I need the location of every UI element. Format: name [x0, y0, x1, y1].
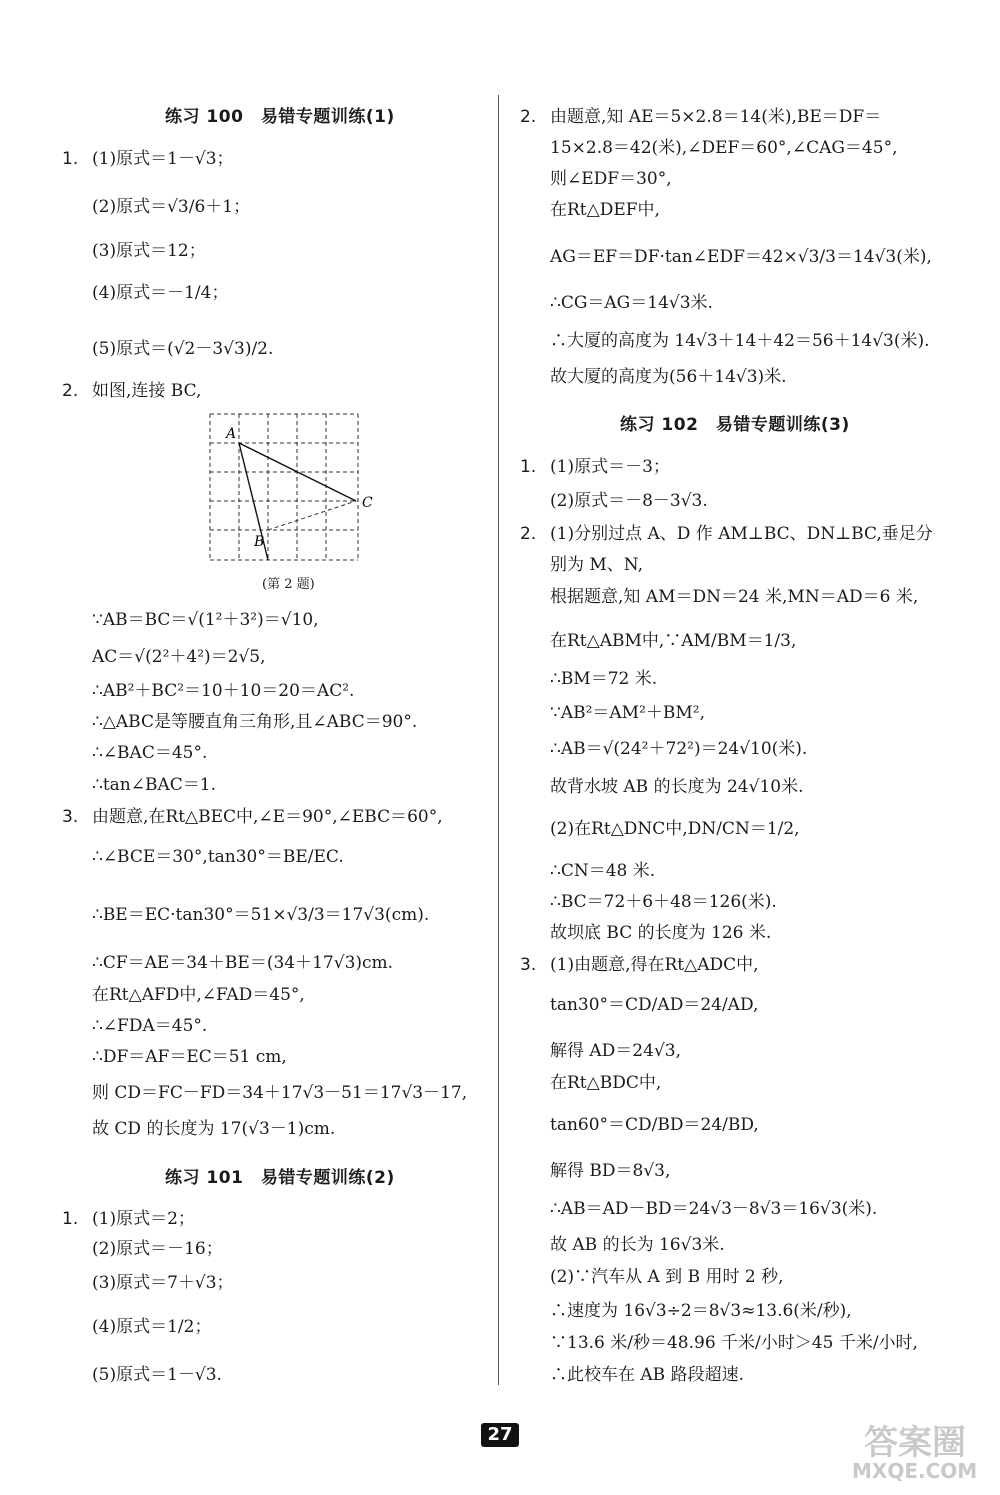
- s102-q2-line2: 别为 M、N,: [550, 555, 644, 575]
- s102-q2-line6: ∵AB²＝AM²＋BM²,: [550, 703, 706, 723]
- q2-line6: ∴tan∠BAC＝1.: [92, 775, 216, 795]
- label-c: C: [362, 495, 373, 511]
- q1-part5: (5)原式＝(√2－3√3)/2.: [92, 339, 274, 359]
- s102-q3-line1: (1)由题意,得在Rt△ADC中,: [550, 955, 759, 975]
- s101-q2-line7: ∴大厦的高度为 14√3＋14＋42＝56＋14√3(米).: [550, 331, 930, 351]
- q3-line1: 由题意,在Rt△BEC中,∠E＝90°,∠EBC＝60°,: [92, 807, 443, 827]
- s101-q2-line8: 故大厦的高度为(56＋14√3)米.: [550, 367, 787, 387]
- s101-q1-part2: (2)原式＝－16；: [92, 1239, 223, 1259]
- s101-q2-line2: 15×2.8＝42(米),∠DEF＝60°,∠CAG＝45°,: [550, 138, 898, 158]
- q3-block: [62, 806, 443, 828]
- s102-q3-line10: ∴速度为 16√3÷2＝8√3≈13.6(米/秒),: [550, 1301, 852, 1321]
- s101-q2-line1: 由题意,知 AE＝5×2.8＝14(米),BE＝DF＝: [550, 107, 882, 127]
- s101-q2-line5: AG＝EF＝DF·tan∠EDF＝42×√3/3＝14√3(米),: [550, 247, 932, 267]
- s101-q2-block: [520, 106, 881, 128]
- column-divider: [498, 95, 499, 1385]
- s102-q3-line2: tan30°＝CD/AD＝24/AD,: [550, 995, 759, 1015]
- s101-q2-line4: 在Rt△DEF中,: [550, 200, 660, 220]
- s101-q1-part4: (4)原式＝1/2；: [92, 1317, 212, 1337]
- s102-q3-line7: ∴AB＝AD－BD＝24√3－8√3＝16√3(米).: [550, 1199, 878, 1219]
- grid-figure: [206, 410, 373, 570]
- s102-q2-line11: ∴BC＝72＋6＋48＝126(米).: [550, 892, 777, 912]
- section-title-100: 练习 100 易错专题训练(1): [165, 107, 395, 127]
- s102-q1-part1: (1)原式＝－3；: [550, 457, 670, 477]
- s102-q3-line12: ∴此校车在 AB 路段超速.: [550, 1365, 744, 1385]
- s102-q2-line7: ∴AB＝√(24²＋72²)＝24√10(米).: [550, 739, 808, 759]
- q2-number: 2.: [62, 381, 79, 401]
- s102-q3-line11: ∵13.6 米/秒＝48.96 千米/小时＞45 千米/小时,: [550, 1333, 918, 1353]
- q3-line6: ∴∠FDA＝45°.: [92, 1016, 208, 1036]
- label-b: B: [254, 534, 265, 550]
- q2-intro: 如图,连接 BC,: [92, 381, 202, 401]
- q1-part4: (4)原式＝－1/4；: [92, 283, 229, 303]
- q1-part2: (2)原式＝√3/6＋1；: [92, 197, 251, 217]
- q1-part1: (1)原式＝1－√3；: [92, 149, 234, 169]
- s101-q2-line3: 则∠EDF＝30°,: [550, 169, 672, 189]
- s101-q2-line6: ∴CG＝AG＝14√3米.: [550, 293, 713, 313]
- s102-q2-block: [520, 523, 933, 545]
- s102-q3-line8: 故 AB 的长为 16√3米.: [550, 1235, 725, 1255]
- s102-q3-block: [520, 954, 759, 976]
- s102-q2-line3: 根据题意,知 AM＝DN＝24 米,MN＝AD＝6 米,: [550, 587, 919, 607]
- q2-line3: ∴AB²＋BC²＝10＋10＝20＝AC².: [92, 681, 355, 701]
- s102-q2-line8: 故背水坡 AB 的长度为 24√10米.: [550, 777, 804, 797]
- s102-q2-line1: (1)分别过点 A、D 作 AM⊥BC、DN⊥BC,垂足分: [550, 524, 933, 544]
- section-title-101: 练习 101 易错专题训练(2): [165, 1168, 395, 1188]
- s101-q1-part5: (5)原式＝1－√3.: [92, 1365, 222, 1385]
- s102-q2-number: 2.: [520, 524, 537, 544]
- s102-q3-line4: 在Rt△BDC中,: [550, 1073, 662, 1093]
- q2-line5: ∴∠BAC＝45°.: [92, 743, 208, 763]
- q1-block: [62, 148, 234, 170]
- q3-line8: 则 CD＝FC－FD＝34＋17√3－51＝17√3－17,: [92, 1083, 468, 1103]
- watermark-top: 答案圈: [864, 1423, 966, 1463]
- page-number: 27: [481, 1423, 519, 1447]
- s102-q1-part2: (2)原式＝－8－3√3.: [550, 491, 708, 511]
- section-title-102: 练习 102 易错专题训练(3): [620, 415, 850, 435]
- q3-line3: ∴BE＝EC·tan30°＝51×√3/3＝17√3(cm).: [92, 905, 430, 925]
- s102-q1-number: 1.: [520, 457, 537, 477]
- q3-line2: ∴∠BCE＝30°,tan30°＝BE/EC.: [92, 847, 344, 867]
- s101-q1-part1: (1)原式＝2；: [92, 1209, 195, 1229]
- q2-block: [62, 380, 201, 402]
- q3-line4: ∴CF＝AE＝34＋BE＝(34＋17√3)cm.: [92, 953, 394, 973]
- q2-line2: AC＝√(2²＋4²)＝2√5,: [92, 647, 266, 667]
- s102-q3-line3: 解得 AD＝24√3,: [550, 1041, 681, 1061]
- s102-q3-line9: (2)∵汽车从 A 到 B 用时 2 秒,: [550, 1267, 784, 1287]
- s102-q3-line6: 解得 BD＝8√3,: [550, 1161, 671, 1181]
- s102-q2-line4: 在Rt△ABM中,∵AM/BM＝1/3,: [550, 631, 797, 651]
- q3-number: 3.: [62, 807, 79, 827]
- watermark-logo: [852, 1415, 982, 1487]
- q3-line7: ∴DF＝AF＝EC＝51 cm,: [92, 1047, 287, 1067]
- q1-part3: (3)原式＝12；: [92, 241, 206, 261]
- s102-q3-number: 3.: [520, 955, 537, 975]
- s101-q1-part3: (3)原式＝7＋√3；: [92, 1273, 234, 1293]
- q3-line9: 故 CD 的长度为 17(√3－1)cm.: [92, 1119, 336, 1139]
- watermark-bottom: MXQE.COM: [852, 1459, 978, 1483]
- label-a: A: [226, 426, 237, 442]
- s102-q2-line5: ∴BM＝72 米.: [550, 669, 658, 689]
- q3-line5: 在Rt△AFD中,∠FAD＝45°,: [92, 985, 305, 1005]
- q2-line4: ∴△ABC是等腰直角三角形,且∠ABC＝90°.: [92, 712, 418, 732]
- figure-caption: (第 2 题): [262, 577, 315, 592]
- s102-q2-line9: (2)在Rt△DNC中,DN/CN＝1/2,: [550, 819, 800, 839]
- s101-q1-block: [62, 1208, 195, 1230]
- s102-q2-line10: ∴CN＝48 米.: [550, 861, 656, 881]
- s101-q1-number: 1.: [62, 1209, 79, 1229]
- q1-number: 1.: [62, 149, 79, 169]
- s102-q2-line12: 故坝底 BC 的长度为 126 米.: [550, 923, 772, 943]
- s101-q2-number: 2.: [520, 107, 537, 127]
- s102-q3-line5: tan60°＝CD/BD＝24/BD,: [550, 1115, 759, 1135]
- q2-line1: ∵AB＝BC＝√(1²＋3²)＝√10,: [92, 610, 319, 630]
- s102-q1-block: [520, 456, 670, 478]
